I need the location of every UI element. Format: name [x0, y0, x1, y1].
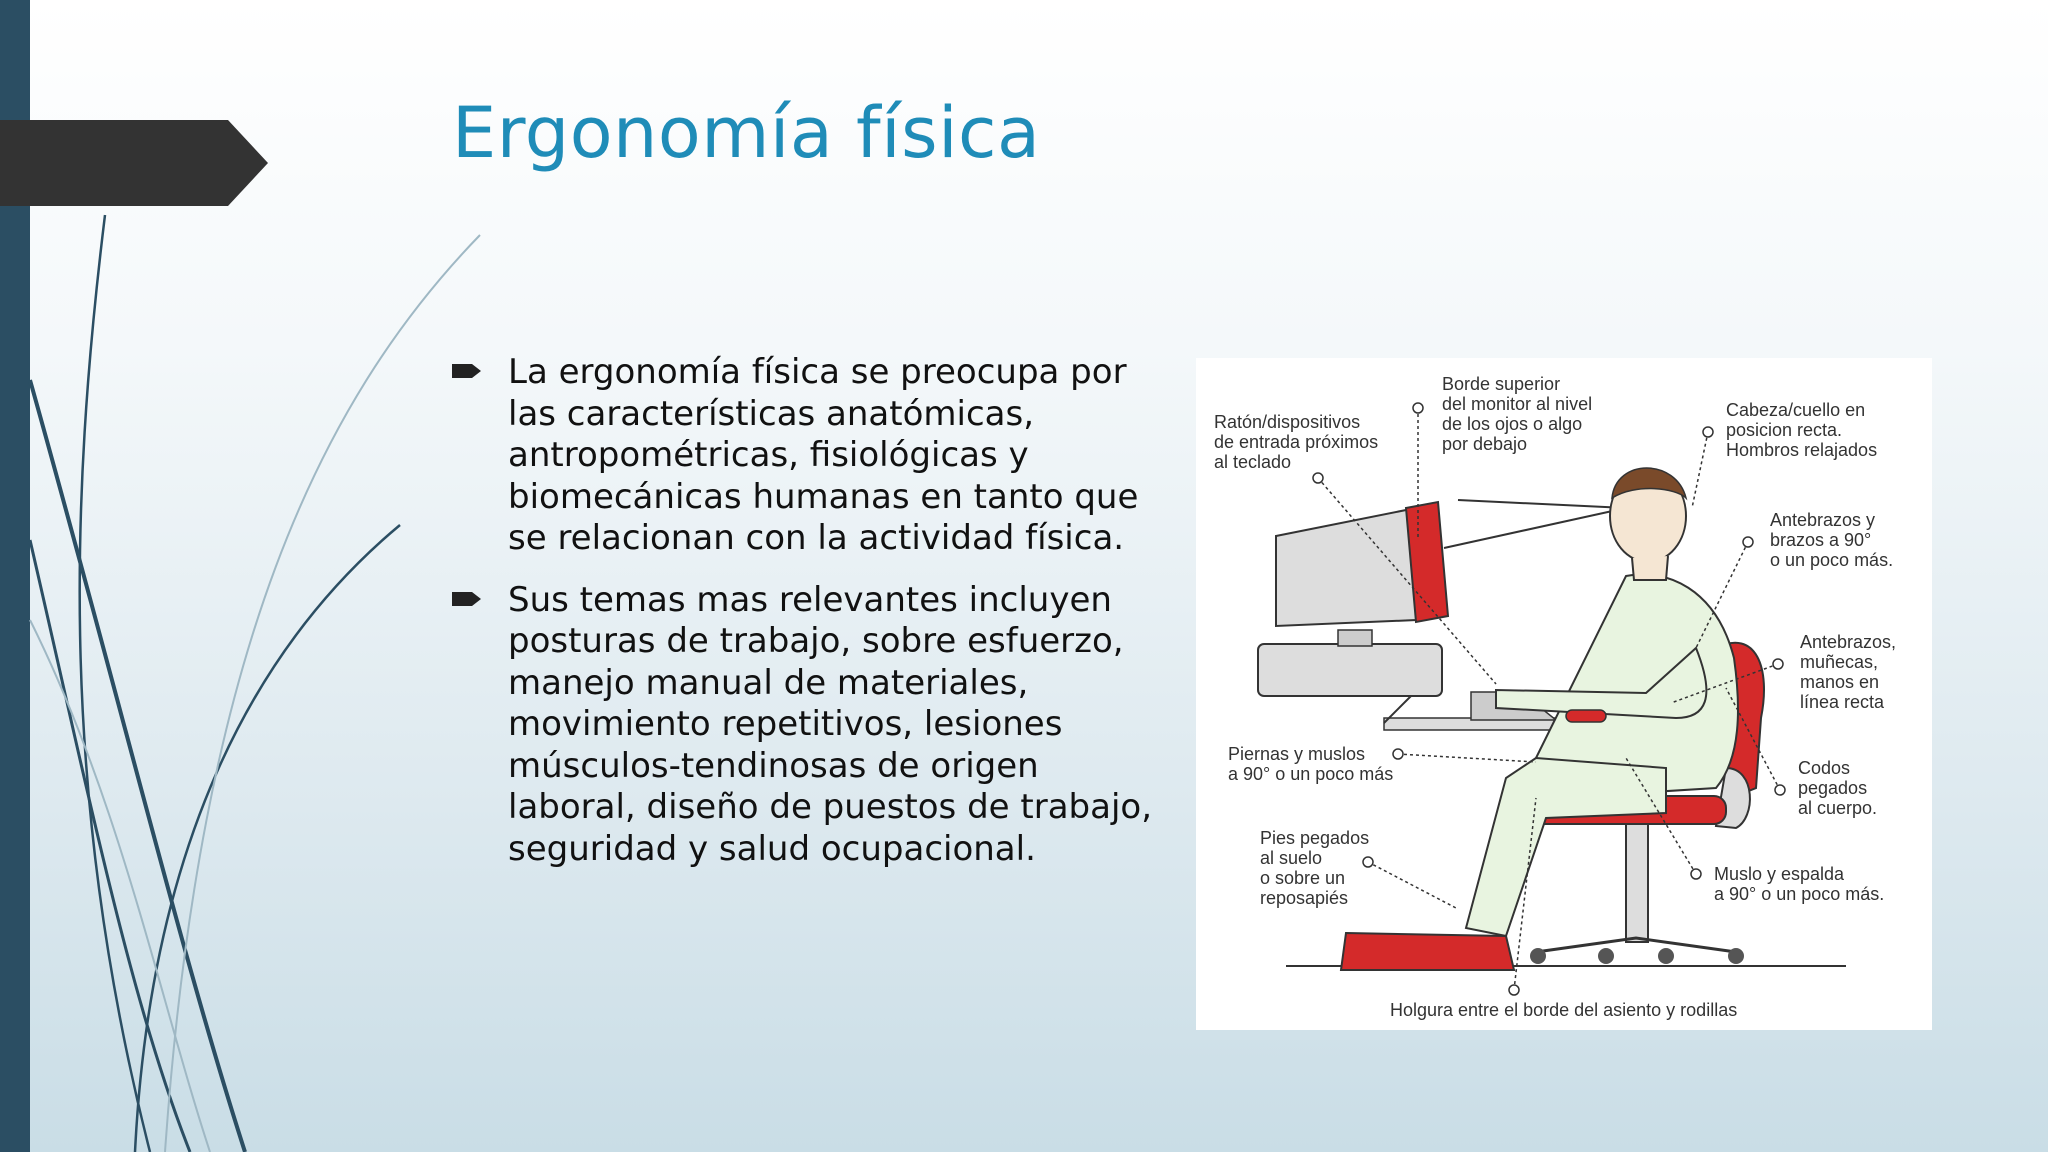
label-raton: Ratón/dispositivos de entrada próximos al teclado: [1214, 412, 1379, 472]
label-holgura: Holgura entre el borde del asiento y rodillas: [1390, 1000, 1738, 1020]
bullet-line: se relacionan con la actividad física.: [508, 518, 1125, 558]
label-antebrazos-linea: Antebrazos, muñecas, manos en línea recta: [1800, 632, 1897, 712]
bullet-list: [450, 352, 1170, 890]
bullet-line: seguridad y salud ocupacional.: [508, 828, 1036, 869]
bullet-line: músculos-tendinosas de origen: [508, 745, 1039, 786]
slide-title: Ergonomía física: [452, 92, 1041, 174]
title-tab-shape: [0, 120, 270, 206]
bullet-line: movimiento repetitivos, lesiones: [508, 704, 1063, 744]
arrow-bullet-icon: [452, 361, 482, 381]
label-muslo: Muslo y espalda a 90° o un poco más.: [1714, 864, 1885, 904]
label-cabeza-cuello: Cabeza/cuello en posicion recta. Hombros relajados: [1726, 400, 1878, 460]
bullet-line: las características anatómicas,: [508, 393, 1035, 434]
bullet-line: Sus temas mas relevantes incluyen: [508, 579, 1112, 620]
bullet-line: biomecánicas humanas en tanto que: [508, 476, 1139, 517]
ergonomics-diagram: [1196, 358, 1932, 1030]
label-pies: Pies pegados al suelo o sobre un reposapiés: [1260, 828, 1370, 908]
label-antebrazos-90: Antebrazos y brazos a 90° o un poco más.: [1770, 510, 1894, 570]
ergonomics-illustration: [1196, 358, 1932, 1030]
bullet-line: manejo manual de materiales,: [508, 662, 1029, 703]
bullet-line: laboral, diseño de puestos de trabajo,: [508, 787, 1153, 827]
bullet-item-1: [450, 352, 1170, 560]
label-borde-superior: Borde superior del monitor al nivel de los ojos o algo por debajo: [1442, 374, 1593, 454]
bullet-line: antropométricas, fisiológicas y: [508, 435, 1029, 475]
bullet-item-2: [450, 580, 1170, 871]
label-codos: Codos pegados al cuerpo.: [1798, 758, 1878, 818]
label-piernas: Piernas y muslos a 90° o un poco más: [1228, 744, 1394, 784]
bullet-line: posturas de trabajo, sobre esfuerzo,: [508, 621, 1124, 661]
arrow-bullet-icon: [452, 589, 482, 609]
bullet-line: La ergonomía física se preocupa por: [508, 352, 1127, 392]
